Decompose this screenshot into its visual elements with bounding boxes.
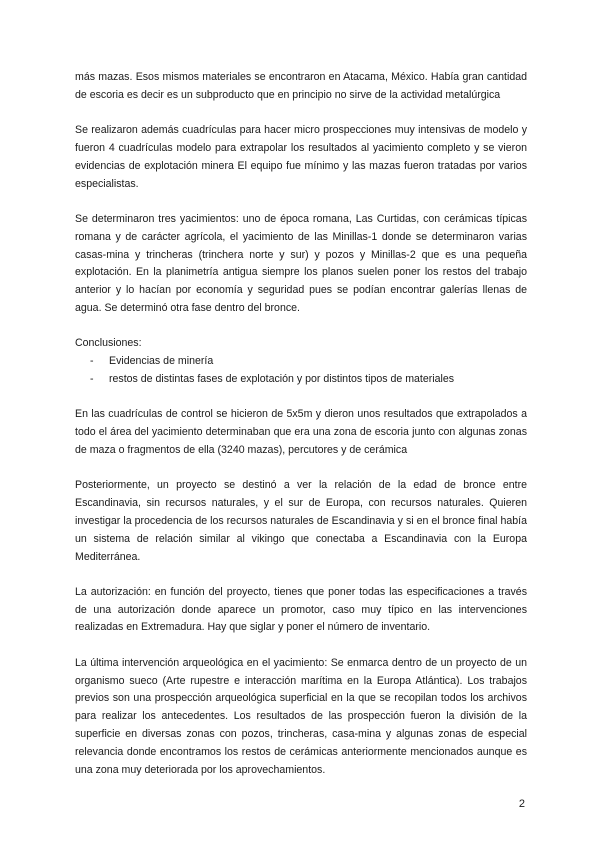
page-number: 2 [518,798,525,810]
bullet-dash: - [90,372,94,385]
paragraph-escandinavia: Posteriormente, un proyecto se destinó a ver la relación de la edad de bronce entre Escandinavia, sin recursos naturales, y el sur de Europa, con recursos naturales. Quieren investigar la procedencia de los recursos naturales de Escandinavia y si en el bronce final había un sistema de relación similar al vikingo que conectaba a Escandinavia con la Europa Mediterránea. [75,479,527,563]
paragraph-ultima-intervencion: La última intervención arqueológica en el yacimiento: Se enmarca dentro de un proyecto de un organismo sueco (Arte rupestre e interacción marítima en la Europa Atlántica). Los trabajos previos son una prospección arqueológica superficial en la que se recopilan todos los archivos para realizar los antecedentes. Los resultados de las prospección fueron la división de la superficie en diversas zonas con pozos, trincheras, casa-mina y algunas zonas de especial relevancia donde encontramos los restos de cerámicas anteriormente mencionados aunque es una zona muy deteriorada por los aprovechamientos. [75,656,527,776]
conclusions-heading: Conclusiones: [75,337,142,350]
paragraph-atacama: más mazas. Esos mismos materiales se encontraron en Atacama, México. Había gran cantidad de escoria es decir es un subproducto que en principio no sirve de la actividad metalúrgica [75,71,527,101]
paragraph-cuadriculas: Se realizaron además cuadrículas para hacer micro prospecciones muy intensivas de modelo y fueron 4 cuadrículas modelo para extrapolar los resultados al yacimiento completo y se vieron evidencias de explotación minera El equipo fue mínimo y las mazas fueron tratadas por varios especialistas. [75,124,527,190]
bullet-dash: - [90,355,94,368]
list-item-text: restos de distintas fases de explotación y por distintos tipos de materiales [109,372,455,385]
list-item [75,371,527,389]
list-item-text: Evidencias de minería [109,355,214,368]
document-body [75,69,527,779]
paragraph-control: En las cuadrículas de control se hicieron de 5x5m y dieron unos resultados que extrapolados a todo el área del yacimiento determinaban que era una zona de escoria junto con algunas zonas de maza o fragmentos de ella (3240 mazas), percutores y de cerámica [75,408,527,456]
list-item [75,353,527,371]
paragraph-autorizacion: La autorización: en función del proyecto, tienes que poner todas las especificaciones a través de una autorización donde aparece un promotor, caso muy típico en las intervenciones realizadas en Extremadura. Hay que siglar y poner el número de inventario. [75,585,527,634]
conclusions-list [75,353,527,389]
paragraph-yacimientos: Se determinaron tres yacimientos: uno de época romana, Las Curtidas, con cerámicas típicas romana y de carácter agrícola, el yacimiento de las Minillas-1 donde se determinaron varias casas-mina y trincheras (trinchera norte y sur) y pozos y Minillas-2 que es una pequeña explotación. En la planimetría antigua siempre los planos suelen poner los restos del trabajo anterior y lo hacían por economía y seguridad pues se podían encontrar galerías llenas de agua. Se determinó otra fase dentro del bronce. [75,212,527,314]
